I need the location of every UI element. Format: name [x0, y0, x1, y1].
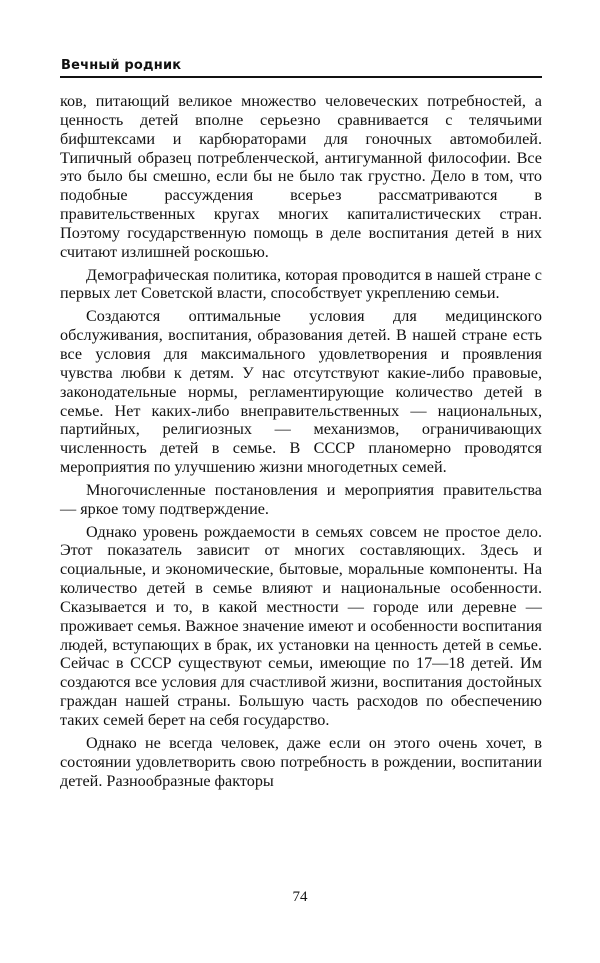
paragraph-continuation: ков, питающий великое множество человеческих потребностей, а ценность детей вполне серьезно сравнивается с телячьими бифштексами и карбюраторами для гоночных автомобилей. Типичный образец потребленческой, антигуманной философии. Все это было бы смешно, если бы не было так грустно. Дело в том, что подобные рассуждения всерьез рассматриваются в правительственных кругах многих капиталистических стран. Поэтому государственную помощь в деле воспитания детей в них считают излишней роскошью.	[60, 92, 542, 261]
paragraph-government-resolutions: Многочисленные постановления и мероприятия правительства — яркое тому подтверждение.	[60, 480, 542, 518]
paragraph-birth-rate: Однако уровень рождаемости в семьях совсем не простое дело. Этот показатель зависит от многих составляющих. Здесь и социальные, и экономические, бытовые, моральные компоненты. На количество детей в семье влияют и национальные особенности. Сказывается и то, в какой местности — городе или деревне — проживает семья. Важное значение имеют и особенности воспитания людей, вступающих в брак, их установки на ценность детей в семье. Сейчас в СССР существуют семьи, имеющие по 17—18 детей. Им создаются все условия для счастливой жизни, воспитания достойных граждан нашей страны. Большую часть расходов по обеспечению таких семей берет на себя государство.	[60, 522, 542, 729]
header-rule	[60, 76, 542, 78]
paragraph-optimal-conditions: Создаются оптимальные условия для медицинского обслуживания, воспитания, образования детей. В нашей стране есть все условия для максимального удовлетворения и проявления чувства любви к детям. У нас отсутствуют какие-либо правовые, законодательные нормы, регламентирующие количество детей в семье. Нет каких-либо внеправительственных — национальных, партийных, религиозных — механизмов, ограничивающих численность детей в семье. В СССР планомерно проводятся мероприятия по улучшению жизни многодетных семей.	[60, 307, 542, 477]
book-page	[60, 58, 542, 790]
page-number: 74	[292, 889, 308, 905]
paragraph-demographic-policy: Демографическая политика, которая проводится в нашей стране с первых лет Советской власти, способствует укреплению семьи.	[60, 265, 542, 303]
running-head-title: Вечный родник	[61, 58, 182, 73]
paragraph-not-always: Однако не всегда человек, даже если он этого очень хочет, в состоянии удовлетворить свою потребность в рождении, воспитании детей. Разнообразные факторы	[60, 733, 542, 790]
body-text	[60, 92, 542, 790]
